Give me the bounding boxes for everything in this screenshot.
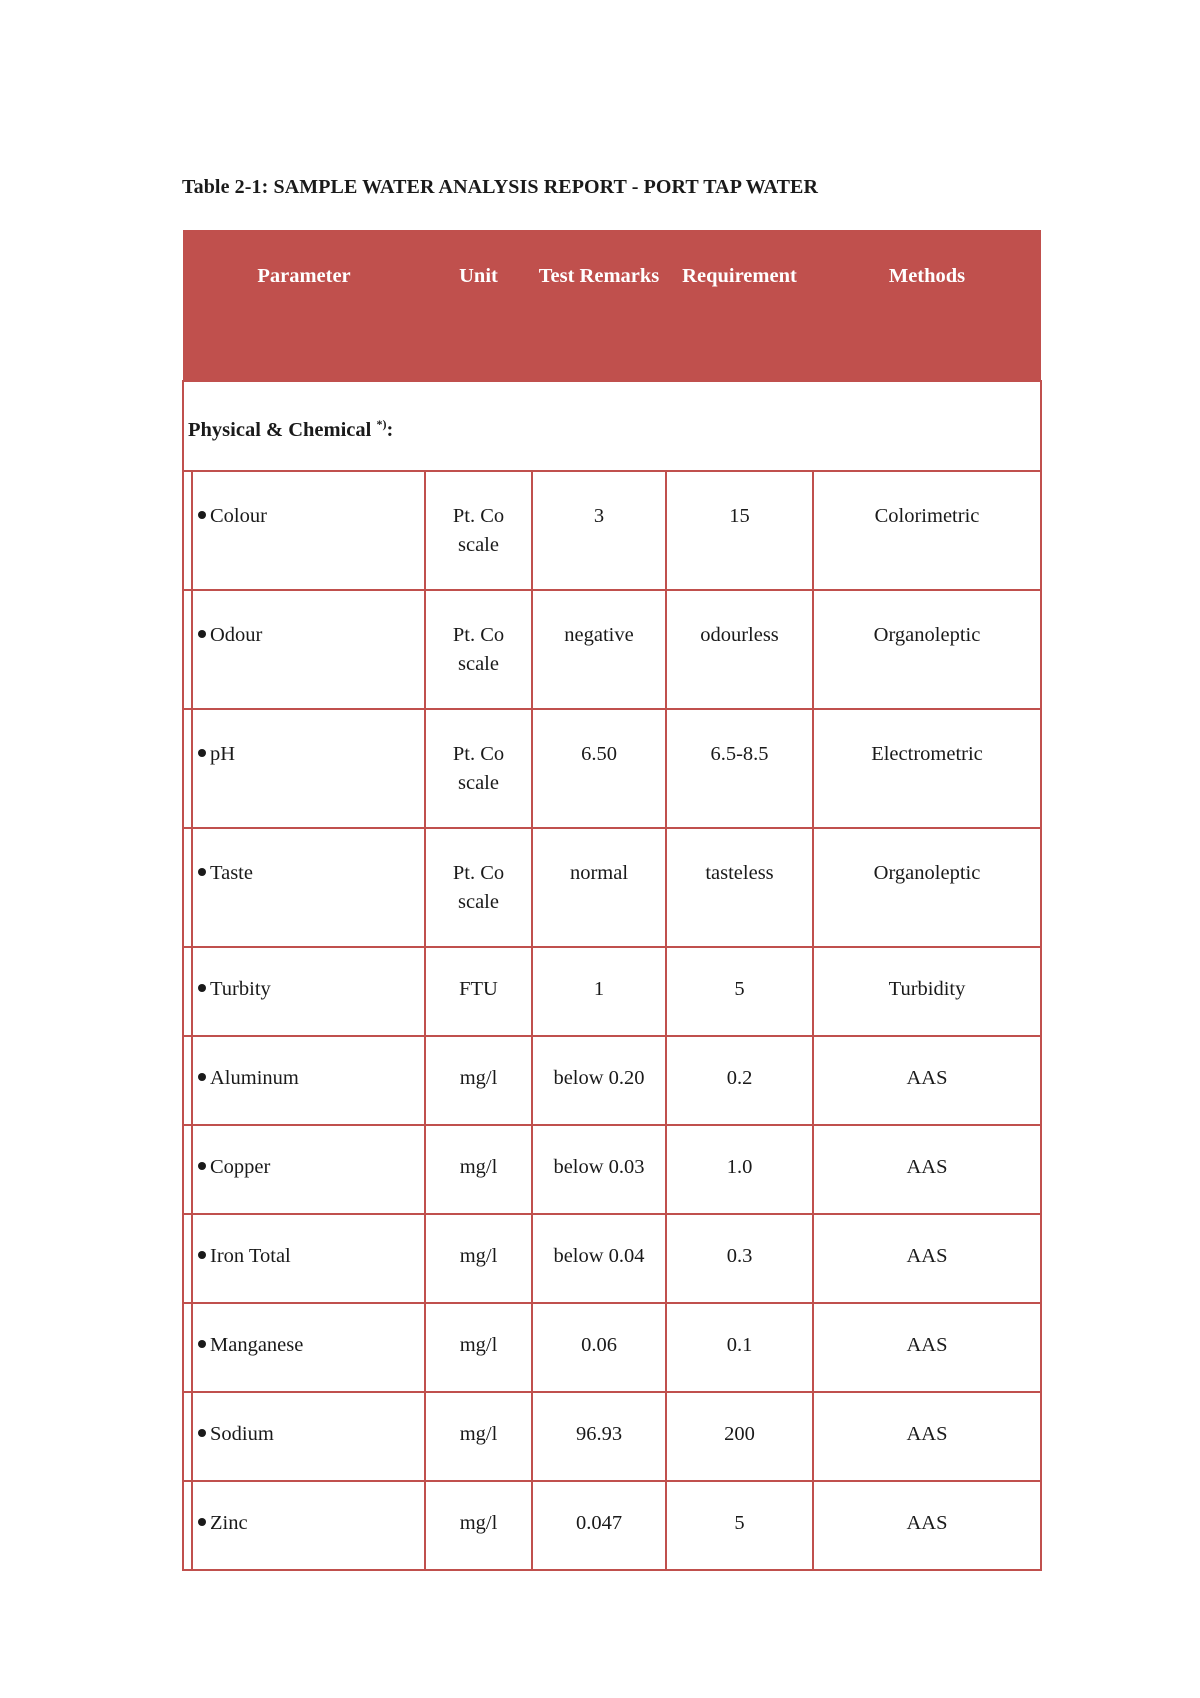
method-cell: AAS xyxy=(813,1125,1041,1214)
bullet-icon xyxy=(198,1073,206,1081)
table-row xyxy=(183,1481,1041,1570)
table-row xyxy=(183,590,1041,709)
parameter-cell xyxy=(183,590,425,709)
section-heading xyxy=(183,381,1041,471)
parameter-cell xyxy=(183,1214,425,1303)
parameter-cell xyxy=(183,471,425,590)
requirement-cell: 0.3 xyxy=(666,1214,813,1303)
unit-cell: mg/l xyxy=(425,1392,532,1481)
test-cell: 3 xyxy=(532,471,666,590)
bullet-icon xyxy=(198,1251,206,1259)
test-cell: 96.93 xyxy=(532,1392,666,1481)
requirement-cell: 0.1 xyxy=(666,1303,813,1392)
table-row xyxy=(183,947,1041,1036)
unit-cell: Pt. Co scale xyxy=(425,828,532,947)
unit-cell: mg/l xyxy=(425,1036,532,1125)
bullet-icon xyxy=(198,630,206,638)
method-cell: AAS xyxy=(813,1392,1041,1481)
section-marker: *) xyxy=(376,417,387,431)
header-methods: Methods xyxy=(813,230,1041,381)
unit-cell: mg/l xyxy=(425,1481,532,1570)
method-cell: Electrometric xyxy=(813,709,1041,828)
test-cell: 0.047 xyxy=(532,1481,666,1570)
parameter-cell xyxy=(183,709,425,828)
section-label: Physical & Chemical xyxy=(188,418,372,441)
header-requirement: Requirement xyxy=(666,230,813,381)
parameter-name: Zinc xyxy=(210,1512,248,1534)
parameter-cell xyxy=(183,947,425,1036)
parameter-cell xyxy=(183,1481,425,1570)
unit-cell: mg/l xyxy=(425,1303,532,1392)
parameter-name: Copper xyxy=(210,1156,271,1178)
test-cell: 6.50 xyxy=(532,709,666,828)
parameter-name: Aluminum xyxy=(210,1067,299,1089)
table-caption: Table 2-1: SAMPLE WATER ANALYSIS REPORT - PORT TAP WATER xyxy=(182,176,819,198)
test-cell: 0.06 xyxy=(532,1303,666,1392)
unit-cell: Pt. Co scale xyxy=(425,709,532,828)
section-row xyxy=(183,381,1041,471)
test-cell: below 0.20 xyxy=(532,1036,666,1125)
test-cell: below 0.04 xyxy=(532,1214,666,1303)
table-header xyxy=(183,230,1041,381)
requirement-cell: 200 xyxy=(666,1392,813,1481)
section-suffix: : xyxy=(386,418,394,441)
table-row xyxy=(183,709,1041,828)
table-row xyxy=(183,1125,1041,1214)
requirement-cell: tasteless xyxy=(666,828,813,947)
bullet-icon xyxy=(198,1429,206,1437)
method-cell: AAS xyxy=(813,1481,1041,1570)
unit-cell: FTU xyxy=(425,947,532,1036)
water-analysis-table xyxy=(182,230,1042,1571)
parameter-cell xyxy=(183,1125,425,1214)
parameter-cell xyxy=(183,828,425,947)
table-body xyxy=(183,381,1041,1570)
method-cell: AAS xyxy=(813,1214,1041,1303)
table-row xyxy=(183,1036,1041,1125)
method-cell: AAS xyxy=(813,1036,1041,1125)
header-test-remarks: Test Remarks xyxy=(532,230,666,381)
parameter-name: Turbity xyxy=(210,978,271,1000)
bullet-icon xyxy=(198,868,206,876)
table-row xyxy=(183,471,1041,590)
requirement-cell: 15 xyxy=(666,471,813,590)
unit-cell: Pt. Co scale xyxy=(425,590,532,709)
method-cell: Turbidity xyxy=(813,947,1041,1036)
requirement-cell: 6.5-8.5 xyxy=(666,709,813,828)
table-row xyxy=(183,1214,1041,1303)
parameter-name: Odour xyxy=(210,624,263,646)
bullet-icon xyxy=(198,984,206,992)
parameter-name: Iron Total xyxy=(210,1245,291,1267)
header-unit: Unit xyxy=(425,230,532,381)
parameter-name: pH xyxy=(210,743,236,765)
parameter-cell xyxy=(183,1036,425,1125)
unit-cell: mg/l xyxy=(425,1125,532,1214)
requirement-cell: 5 xyxy=(666,1481,813,1570)
requirement-cell: 1.0 xyxy=(666,1125,813,1214)
parameter-cell xyxy=(183,1392,425,1481)
unit-cell: Pt. Co scale xyxy=(425,471,532,590)
bullet-icon xyxy=(198,749,206,757)
test-cell: 1 xyxy=(532,947,666,1036)
table-row xyxy=(183,1303,1041,1392)
table-row xyxy=(183,1392,1041,1481)
parameter-cell xyxy=(183,1303,425,1392)
parameter-name: Manganese xyxy=(210,1334,304,1356)
bullet-icon xyxy=(198,511,206,519)
table-row xyxy=(183,828,1041,947)
parameter-name: Colour xyxy=(210,505,267,527)
unit-cell: mg/l xyxy=(425,1214,532,1303)
requirement-cell: 5 xyxy=(666,947,813,1036)
bullet-icon xyxy=(198,1340,206,1348)
method-cell: AAS xyxy=(813,1303,1041,1392)
bullet-icon xyxy=(198,1518,206,1526)
method-cell: Colorimetric xyxy=(813,471,1041,590)
test-cell: below 0.03 xyxy=(532,1125,666,1214)
method-cell: Organoleptic xyxy=(813,590,1041,709)
parameter-name: Taste xyxy=(210,862,253,884)
method-cell: Organoleptic xyxy=(813,828,1041,947)
test-cell: negative xyxy=(532,590,666,709)
requirement-cell: odourless xyxy=(666,590,813,709)
header-row xyxy=(183,230,1041,381)
parameter-name: Sodium xyxy=(210,1423,274,1445)
requirement-cell: 0.2 xyxy=(666,1036,813,1125)
header-parameter: Parameter xyxy=(183,230,425,381)
bullet-icon xyxy=(198,1162,206,1170)
test-cell: normal xyxy=(532,828,666,947)
